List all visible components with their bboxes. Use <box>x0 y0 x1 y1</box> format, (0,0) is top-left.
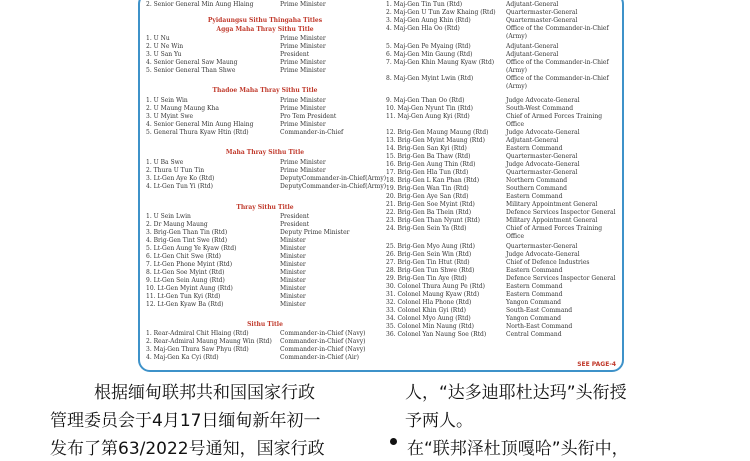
recipient-position: (Army) <box>506 83 527 90</box>
title-recipient-row <box>386 113 618 121</box>
recipient-position: Quartermaster-General <box>506 17 578 24</box>
recipient-position: Office of the Commander-in-Chief <box>506 75 609 82</box>
recipient-name: 2. U Ne Win <box>146 43 184 50</box>
recipient-position: Judge Advocate-General <box>506 129 580 136</box>
recipient-name: 5. Maj-Gen Pe Myaing (Rtd) <box>386 43 471 50</box>
recipient-name: 5. Lt-Gen Aung Ye Kyaw (Rtd) <box>146 245 237 252</box>
recipient-name: 33. Colonel Khin Gyi (Rtd) <box>386 307 466 314</box>
recipient-position: Chief of Armed Forces Training <box>506 225 603 232</box>
recipient-position: Eastern Command <box>506 267 563 274</box>
recipient-position: President <box>280 51 310 58</box>
title-recipient-row <box>386 97 618 105</box>
recipient-name: 19. Brig-Gen Wan Tin (Rtd) <box>386 185 469 192</box>
recipient-position: President <box>280 221 310 228</box>
recipient-name: 8. Lt-Gen Soe Myint (Rtd) <box>146 269 225 276</box>
recipient-position: Prime Minister <box>280 105 326 112</box>
recipient-name: 3. U San Yu <box>146 51 182 58</box>
recipient-name: 32. Colonel Hla Phone (Rtd) <box>386 299 472 306</box>
recipient-position: Northern Command <box>506 177 568 184</box>
recipient-name: 17. Brig-Gen Hla Tun (Rtd) <box>386 169 469 176</box>
title-recipient-row <box>146 129 384 137</box>
chinese-paragraph-left-line-3: 发布了第63/2022号通知，国家行政 <box>50 439 325 459</box>
recipient-name: 7. Lt-Gen Phone Myint (Rtd) <box>146 261 233 268</box>
title-recipient-row <box>146 105 384 113</box>
title-recipient-row <box>386 323 618 331</box>
recipient-position: Pro Tem President <box>280 113 337 120</box>
recipient-name: 2. U Maung Maung Kha <box>146 105 219 112</box>
title-recipient-row <box>146 59 384 67</box>
recipient-position: Military Appointment General <box>506 201 598 208</box>
recipient-name: 4. Senior General Min Aung Hlaing <box>146 121 254 128</box>
recipient-name: 12. Brig-Gen Maung Maung (Rtd) <box>386 129 489 136</box>
title-recipient-row <box>386 51 618 59</box>
title-recipient-row <box>386 291 618 299</box>
recipient-name: 26. Brig-Gen Sein Win (Rtd) <box>386 251 472 258</box>
recipient-name: 2. Rear-Admiral Maung Maung Win (Rtd) <box>146 338 272 345</box>
recipient-position: Eastern Command <box>506 145 563 152</box>
title-recipient-row <box>146 261 384 269</box>
title-recipient-row <box>386 105 618 113</box>
recipient-name: 16. Brig-Gen Aung Thin (Rtd) <box>386 161 476 168</box>
title-recipient-row <box>386 275 618 283</box>
title-recipient-row <box>386 243 618 251</box>
recipient-position: Office <box>506 233 525 240</box>
title-recipient-row <box>146 113 384 121</box>
recipient-position: Adjutant-General <box>506 51 559 58</box>
recipient-position: DeputyCommander-in-Chief(Army) <box>280 175 387 182</box>
title-recipient-row <box>386 137 618 145</box>
recipient-name: 1. Maj-Gen Tin Tun (Rtd) <box>386 1 463 8</box>
title-recipient-row <box>386 209 618 217</box>
recipient-position: Adjutant-General <box>506 43 559 50</box>
recipient-name: 23. Brig-Gen Than Nyunt (Rtd) <box>386 217 480 224</box>
recipient-position: Prime Minister <box>280 167 326 174</box>
recipient-position: Minister <box>280 237 306 244</box>
title-recipient-row <box>146 43 384 51</box>
title-recipient-row <box>386 267 618 275</box>
title-recipient-row <box>386 129 618 137</box>
recipient-position: Commander-in-Chief (Navy) <box>280 330 366 337</box>
recipient-name: 4. Senior General Saw Maung <box>146 59 238 66</box>
chinese-paragraph-right-line-3: 在“联邦泽杜顶嘎哈”头衔中， <box>407 439 629 459</box>
recipient-position: Minister <box>280 253 306 260</box>
title-recipient-row <box>146 338 384 346</box>
title-recipient-row <box>146 229 384 237</box>
recipient-position: South-East Command <box>506 307 573 314</box>
title-recipient-row <box>146 221 384 229</box>
recipient-position: Central Command <box>506 331 562 338</box>
recipient-position: Chief of Armed Forces Training <box>506 113 603 120</box>
recipient-position: Adjutant-General <box>506 1 559 8</box>
title-heading: Thray Sithu Title <box>236 204 294 211</box>
recipient-name: 21. Brig-Gen Soe Myint (Rtd) <box>386 201 475 208</box>
recipient-name: 4. Lt-Gen Tun Yi (Rtd) <box>146 183 213 190</box>
title-heading: Agga Maha Thray Sithu Title <box>216 26 314 33</box>
recipient-position: Prime Minister <box>280 121 326 128</box>
recipient-name: 3. Maj-Gen Aung Khin (Rtd) <box>386 17 471 24</box>
title-recipient-row <box>386 59 618 67</box>
recipient-name: 31. Colonel Maung Kyaw (Rtd) <box>386 291 480 298</box>
recipient-position: Minister <box>280 301 306 308</box>
title-recipient-row <box>146 285 384 293</box>
title-recipient-row <box>386 307 618 315</box>
titles-table-panel <box>138 0 624 372</box>
recipient-name: 2. Senior General Min Aung Hlaing <box>146 1 254 8</box>
title-recipient-row <box>386 75 618 83</box>
title-heading: Maha Thray Sithu Title <box>225 149 305 156</box>
recipient-position: Judge Advocate-General <box>506 161 580 168</box>
title-recipient-row <box>386 315 618 323</box>
title-recipient-row <box>146 175 387 183</box>
recipient-position: Defence Services Inspector General <box>506 209 616 216</box>
recipient-position: Prime Minister <box>280 97 326 104</box>
title-recipient-row <box>386 1 618 9</box>
bullet-dot-icon <box>390 438 397 445</box>
recipient-position: Prime Minister <box>280 35 326 42</box>
recipient-name: 1. U Sein Win <box>146 97 188 104</box>
recipient-position: Prime Minister <box>280 43 326 50</box>
title-recipient-row <box>386 83 618 91</box>
recipient-name: 7. Maj-Gen Khin Maung Kyaw (Rtd) <box>386 59 495 66</box>
recipient-name: 34. Colonel Myo Aung (Rtd) <box>386 315 471 322</box>
recipient-name: 30. Colonel Thura Aung Pe (Rtd) <box>386 283 485 290</box>
title-recipient-row <box>146 346 384 354</box>
recipient-position: Judge Advocate-General <box>506 251 580 258</box>
title-recipient-row <box>386 169 618 177</box>
recipient-position: South-West Command <box>506 105 574 112</box>
title-recipient-row <box>386 201 618 209</box>
recipient-name: 24. Brig-Gen Sein Ya (Rtd) <box>386 225 467 232</box>
recipient-position: Deputy Prime Minister <box>280 229 350 236</box>
recipient-position: (Army) <box>506 67 527 74</box>
recipient-position: Minister <box>280 285 306 292</box>
title-recipient-row <box>146 167 384 175</box>
recipient-name: 36. Colonel Yan Naung Soe (Rtd) <box>386 331 487 338</box>
title-recipient-row <box>386 259 618 267</box>
recipient-position: Prime Minister <box>280 59 326 66</box>
recipient-name: 1. U Ba Swe <box>146 159 184 166</box>
recipient-position: Commander-in-Chief <box>280 129 344 136</box>
title-recipient-row <box>386 33 618 41</box>
recipient-position: Prime Minister <box>280 67 326 74</box>
title-recipient-row <box>386 177 618 185</box>
recipient-name: 10. Maj-Gen Nyunt Tin (Rtd) <box>386 105 474 112</box>
recipient-position: DeputyCommander-in-Chief(Army) <box>280 183 387 190</box>
title-recipient-row <box>386 233 618 241</box>
recipient-position: Minister <box>280 261 306 268</box>
recipient-name: 1. U Sein Lwin <box>146 213 191 220</box>
recipient-name: 13. Brig-Gen Myint Maung (Rtd) <box>386 137 485 144</box>
title-recipient-row <box>146 354 384 362</box>
recipient-name: 2. Maj-Gen U Tun Zaw Khaing (Rtd) <box>386 9 496 16</box>
recipient-name: 15. Brig-Gen Ba Thaw (Rtd) <box>386 153 471 160</box>
title-recipient-row <box>386 25 618 33</box>
title-recipient-row <box>386 251 618 259</box>
title-recipient-row <box>146 1 384 9</box>
title-recipient-row <box>146 51 384 59</box>
recipient-name: 5. General Thura Kyaw Htin (Rtd) <box>146 129 249 136</box>
title-heading: Sithu Title <box>247 321 283 328</box>
recipient-position: Adjutant-General <box>506 137 559 144</box>
recipient-name: 25. Brig-Gen Myo Aung (Rtd) <box>386 243 475 250</box>
recipient-position: Prime Minister <box>280 1 326 8</box>
title-recipient-row <box>146 237 384 245</box>
title-recipient-row <box>146 97 384 105</box>
title-recipient-row <box>146 183 387 191</box>
chinese-paragraph-right-line-2: 予两人。 <box>405 411 473 431</box>
recipient-position: Eastern Command <box>506 283 563 290</box>
recipient-name: 28. Brig-Gen Tun Shwe (Rtd) <box>386 267 475 274</box>
title-recipient-row <box>386 67 618 75</box>
title-recipient-row <box>146 330 384 338</box>
recipient-position: Prime Minister <box>280 159 326 166</box>
see-page-reference: SEE PAGE-4 <box>577 361 616 368</box>
recipient-name: 2. Dr Maung Maung <box>146 221 208 228</box>
recipient-position: Minister <box>280 269 306 276</box>
recipient-position: Chief of Defence Industries <box>506 259 590 266</box>
title-recipient-row <box>146 67 384 75</box>
chinese-paragraph-right-line-1: 人，“达多迪耶杜达玛”头衔授 <box>405 383 627 403</box>
title-recipient-row <box>146 159 384 167</box>
title-recipient-row <box>386 299 618 307</box>
recipient-name: 12. Lt-Gen Kyaw Ba (Rtd) <box>146 301 224 308</box>
title-recipient-row <box>146 121 384 129</box>
recipient-name: 1. U Nu <box>146 35 170 42</box>
recipient-position: Commander-in-Chief (Navy) <box>280 338 366 345</box>
recipient-position: Quartermaster-General <box>506 9 578 16</box>
recipient-name: 29. Brig-Gen Tin Aye (Rtd) <box>386 275 467 282</box>
recipient-position: Quartermaster-General <box>506 243 578 250</box>
recipient-name: 2. Thura U Tun Tin <box>146 167 205 174</box>
recipient-name: 3. Brig-Gen Than Tin (Rtd) <box>146 229 228 236</box>
recipient-position: Yangon Command <box>506 299 562 306</box>
recipient-position: Minister <box>280 293 306 300</box>
title-recipient-row <box>386 193 618 201</box>
title-recipient-row <box>146 277 384 285</box>
recipient-name: 5. Senior General Than Shwe <box>146 67 236 74</box>
recipient-name: 3. U Myint Swe <box>146 113 194 120</box>
title-recipient-row <box>386 217 618 225</box>
recipient-position: Eastern Command <box>506 193 563 200</box>
title-recipient-row <box>146 245 384 253</box>
title-recipient-row <box>386 17 618 25</box>
recipient-position: Southern Command <box>506 185 567 192</box>
recipient-name: 3. Lt-Gen Aye Ko (Rtd) <box>146 175 215 182</box>
recipient-position: Yangon Command <box>506 315 562 322</box>
recipient-position: Minister <box>280 277 306 284</box>
recipient-name: 4. Maj-Gen Ka Cyi (Rtd) <box>146 354 219 361</box>
recipient-position: Office of the Commander-in-Chief <box>506 25 609 32</box>
recipient-position: Quartermaster-General <box>506 153 578 160</box>
chinese-paragraph-left-line-2: 管理委员会于4月17日缅甸新年初一 <box>50 411 321 431</box>
recipient-position: Quartermaster-General <box>506 169 578 176</box>
title-recipient-row <box>386 185 618 193</box>
recipient-position: Judge Advocate-General <box>506 97 580 104</box>
title-recipient-row <box>146 269 384 277</box>
recipient-position: (Army) <box>506 33 527 40</box>
title-recipient-row <box>386 43 618 51</box>
recipient-position: Defence Services Inspector General <box>506 275 616 282</box>
recipient-position: President <box>280 213 310 220</box>
recipient-position: Military Appointment General <box>506 217 598 224</box>
title-recipient-row <box>386 9 618 17</box>
recipient-position: North-East Command <box>506 323 573 330</box>
recipient-name: 9. Lt-Gen Sein Aung (Rtd) <box>146 277 225 284</box>
recipient-name: 10. Lt-Gen Myint Aung (Rtd) <box>146 285 233 292</box>
recipient-name: 4. Maj-Gen Hla Oo (Rtd) <box>386 25 460 32</box>
chinese-paragraph-left-line-1: 根据缅甸联邦共和国国家行政 <box>94 383 315 403</box>
recipient-name: 18. Brig-Gen L Kan Phan (Rtd) <box>386 177 480 184</box>
recipient-name: 11. Maj-Gen Aung Kyi (Rtd) <box>386 113 470 120</box>
recipient-name: 14. Brig-Gen San Kyi (Rtd) <box>386 145 467 152</box>
title-recipient-row <box>146 301 384 309</box>
recipient-position: Eastern Command <box>506 291 563 298</box>
title-recipient-row <box>146 213 384 221</box>
recipient-name: 11. Lt-Gen Tun Kyi (Rtd) <box>146 293 221 300</box>
title-recipient-row <box>146 253 384 261</box>
recipient-name: 9. Maj-Gen Than Oo (Rtd) <box>386 97 465 104</box>
recipient-name: 35. Colonel Min Naung (Rtd) <box>386 323 475 330</box>
title-recipient-row <box>386 331 618 339</box>
recipient-position: Commander-in-Chief (Air) <box>280 354 359 361</box>
recipient-name: 3. Maj-Gen Thura Saw Phyu (Rtd) <box>146 346 249 353</box>
title-recipient-row <box>386 121 618 129</box>
recipient-name: 8. Maj-Gen Myint Lwin (Rtd) <box>386 75 474 82</box>
recipient-name: 6. Maj-Gen Min Gaung (Rtd) <box>386 51 473 58</box>
recipient-name: 20. Brig-Gen Aye San (Rtd) <box>386 193 469 200</box>
title-recipient-row <box>386 161 618 169</box>
recipient-position: Minister <box>280 245 306 252</box>
recipient-name: 6. Lt-Gen Chit Swe (Rtd) <box>146 253 222 260</box>
title-recipient-row <box>386 283 618 291</box>
title-recipient-row <box>146 293 384 301</box>
title-recipient-row <box>386 153 618 161</box>
recipient-position: Commander-in-Chief (Navy) <box>280 346 366 353</box>
recipient-name: 27. Brig-Gen Tin Htut (Rtd) <box>386 259 470 266</box>
title-recipient-row <box>386 145 618 153</box>
title-recipient-row <box>386 225 618 233</box>
recipient-position: Office of the Commander-in-Chief <box>506 59 609 66</box>
recipient-name: 1. Rear-Admiral Chit Hlaing (Rtd) <box>146 330 249 337</box>
recipient-name: 22. Brig-Gen Ba Thein (Rtd) <box>386 209 472 216</box>
title-heading: Thadoe Maha Thray Sithu Title <box>212 87 318 94</box>
title-heading: Pyidaungsu Sithu Thingaha Titles <box>207 17 323 24</box>
recipient-position: Office <box>506 121 525 128</box>
recipient-name: 4. Brig-Gen Tint Swe (Rtd) <box>146 237 228 244</box>
title-recipient-row <box>146 35 384 43</box>
